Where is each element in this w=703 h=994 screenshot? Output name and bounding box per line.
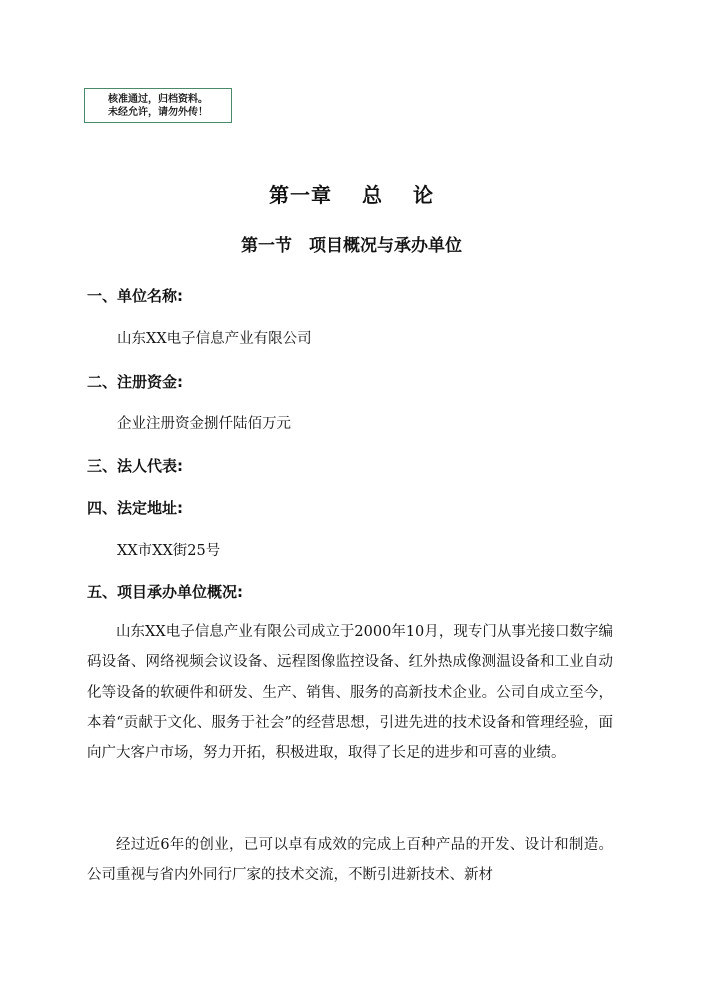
chapter-title	[0, 179, 703, 208]
registered-capital-value: 企业注册资金捌仟陆佰万元	[117, 416, 291, 432]
heading-company-overview: 五、项目承办单位概况:	[87, 583, 243, 601]
stamp-line-1: 核准通过，归档资料。	[108, 93, 208, 105]
heading-legal-address: 四、法定地址:	[87, 499, 183, 517]
heading-company-name: 一、单位名称:	[87, 287, 183, 305]
heading-legal-representative: 三、法人代表:	[87, 457, 183, 475]
section-title: 第一节 项目概况与承办单位	[241, 236, 462, 256]
chapter-word-2: 论	[413, 183, 434, 207]
chapter-word-1: 总	[362, 183, 383, 207]
company-name-value: 山东XX电子信息产业有限公司	[117, 331, 312, 347]
overview-paragraph-1: 山东XX电子信息产业有限公司成立于2000年10月，现专门从事光接口数字编码设备、网络视频会议设备、远程图像监控设备、红外热成像测温设备和工业自动化等设备的软硬件和研发、生产、销售、服务的高新技术企业。公司自成立至今，本着“贡献于文化、服务于社会”的经营思想，引进先进的技术设备和管理经验，面向广大客户市场，努力开拓，积极进取，取得了长足的进步和可喜的业绩。	[87, 624, 613, 762]
stamp-line-2: 未经允许，请勿外传！	[108, 106, 208, 118]
overview-paragraph-2: 经过近6年的创业，已可以卓有成效的完成上百种产品的开发、设计和制造。公司重视与省内外同行厂家的技术交流，不断引进新技术、新材	[87, 837, 613, 884]
heading-registered-capital: 二、注册资金:	[87, 373, 183, 391]
approval-stamp	[84, 88, 232, 123]
legal-address-value: XX市XX街25号	[117, 543, 221, 559]
chapter-number: 第一章	[269, 183, 332, 207]
